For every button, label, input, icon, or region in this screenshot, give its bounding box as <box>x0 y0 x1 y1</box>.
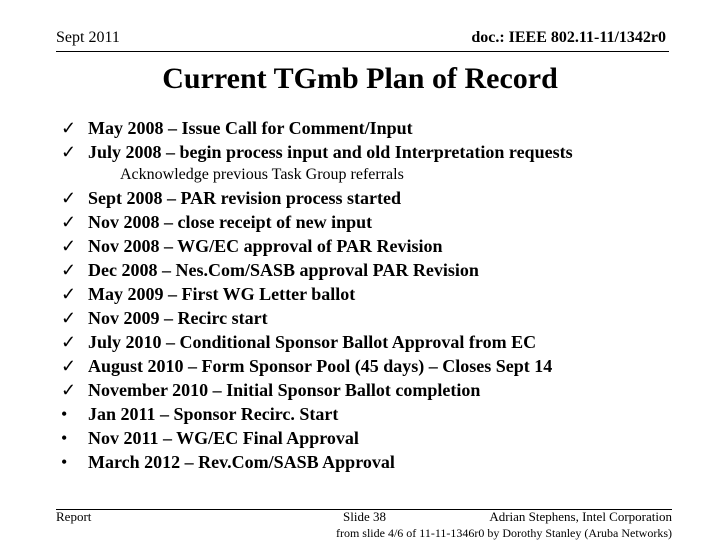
footer-report: Report <box>56 509 92 524</box>
list-item <box>61 426 681 450</box>
list-item-text: May 2009 – First WG Letter ballot <box>88 284 356 304</box>
check-icon: ✓ <box>61 356 77 376</box>
list-item <box>61 330 681 354</box>
list-item <box>61 116 681 140</box>
footer-author: Adrian Stephens, Intel Corporation <box>489 509 672 524</box>
list-item <box>61 258 681 282</box>
bullet-icon: • <box>61 404 68 424</box>
list-item-text: Nov 2011 – WG/EC Final Approval <box>88 428 359 448</box>
list-item-text: Sept 2008 – PAR revision process started <box>88 188 401 208</box>
check-icon: ✓ <box>61 332 77 352</box>
list-item <box>61 354 681 378</box>
header-date: Sept 2011 <box>56 29 120 46</box>
list-item-text: Nov 2008 – WG/EC approval of PAR Revision <box>88 236 443 256</box>
header-divider <box>56 51 669 52</box>
list-item <box>61 234 681 258</box>
sub-note: Acknowledge previous Task Group referrals <box>120 166 404 183</box>
list-item <box>61 140 681 164</box>
bullet-icon: • <box>61 452 68 472</box>
check-icon: ✓ <box>61 188 77 208</box>
list-item-text: Dec 2008 – Nes.Com/SASB approval PAR Revision <box>88 260 479 280</box>
check-icon: ✓ <box>61 308 77 328</box>
check-icon: ✓ <box>61 260 77 280</box>
list-item-text: Nov 2009 – Recirc start <box>88 308 268 328</box>
list-item-text: July 2008 – begin process input and old Interpretation requests <box>88 142 573 162</box>
list-item-text: August 2010 – Form Sponsor Pool (45 days) – Closes Sept 14 <box>88 356 553 376</box>
list-item-text: May 2008 – Issue Call for Comment/Input <box>88 118 413 138</box>
check-icon: ✓ <box>61 212 77 232</box>
list-item-text: Jan 2011 – Sponsor Recirc. Start <box>88 404 339 424</box>
list-item <box>61 186 681 210</box>
check-icon: ✓ <box>61 142 77 162</box>
list-item-text: March 2012 – Rev.Com/SASB Approval <box>88 452 395 472</box>
list-item <box>61 210 681 234</box>
list-item <box>61 450 681 474</box>
list-item-text: July 2010 – Conditional Sponsor Ballot Approval from EC <box>88 332 537 352</box>
check-icon: ✓ <box>61 284 77 304</box>
slide-title: Current TGmb Plan of Record <box>162 62 558 95</box>
check-icon: ✓ <box>61 380 77 400</box>
list-item-text: November 2010 – Initial Sponsor Ballot completion <box>88 380 481 400</box>
list-item-text: Nov 2008 – close receipt of new input <box>88 212 373 232</box>
check-icon: ✓ <box>61 236 77 256</box>
bullet-icon: • <box>61 428 68 448</box>
footer-source: from slide 4/6 of 11-11-1346r0 by Dorothy Stanley (Aruba Networks) <box>335 526 672 540</box>
list-item <box>61 378 681 402</box>
list-item <box>61 306 681 330</box>
list-item <box>61 402 681 426</box>
header-doc-id: doc.: IEEE 802.11-11/1342r0 <box>471 29 666 46</box>
footer-slide-number: Slide 38 <box>343 509 386 524</box>
list-item <box>61 282 681 306</box>
plan-list <box>61 116 681 474</box>
check-icon: ✓ <box>61 118 77 138</box>
